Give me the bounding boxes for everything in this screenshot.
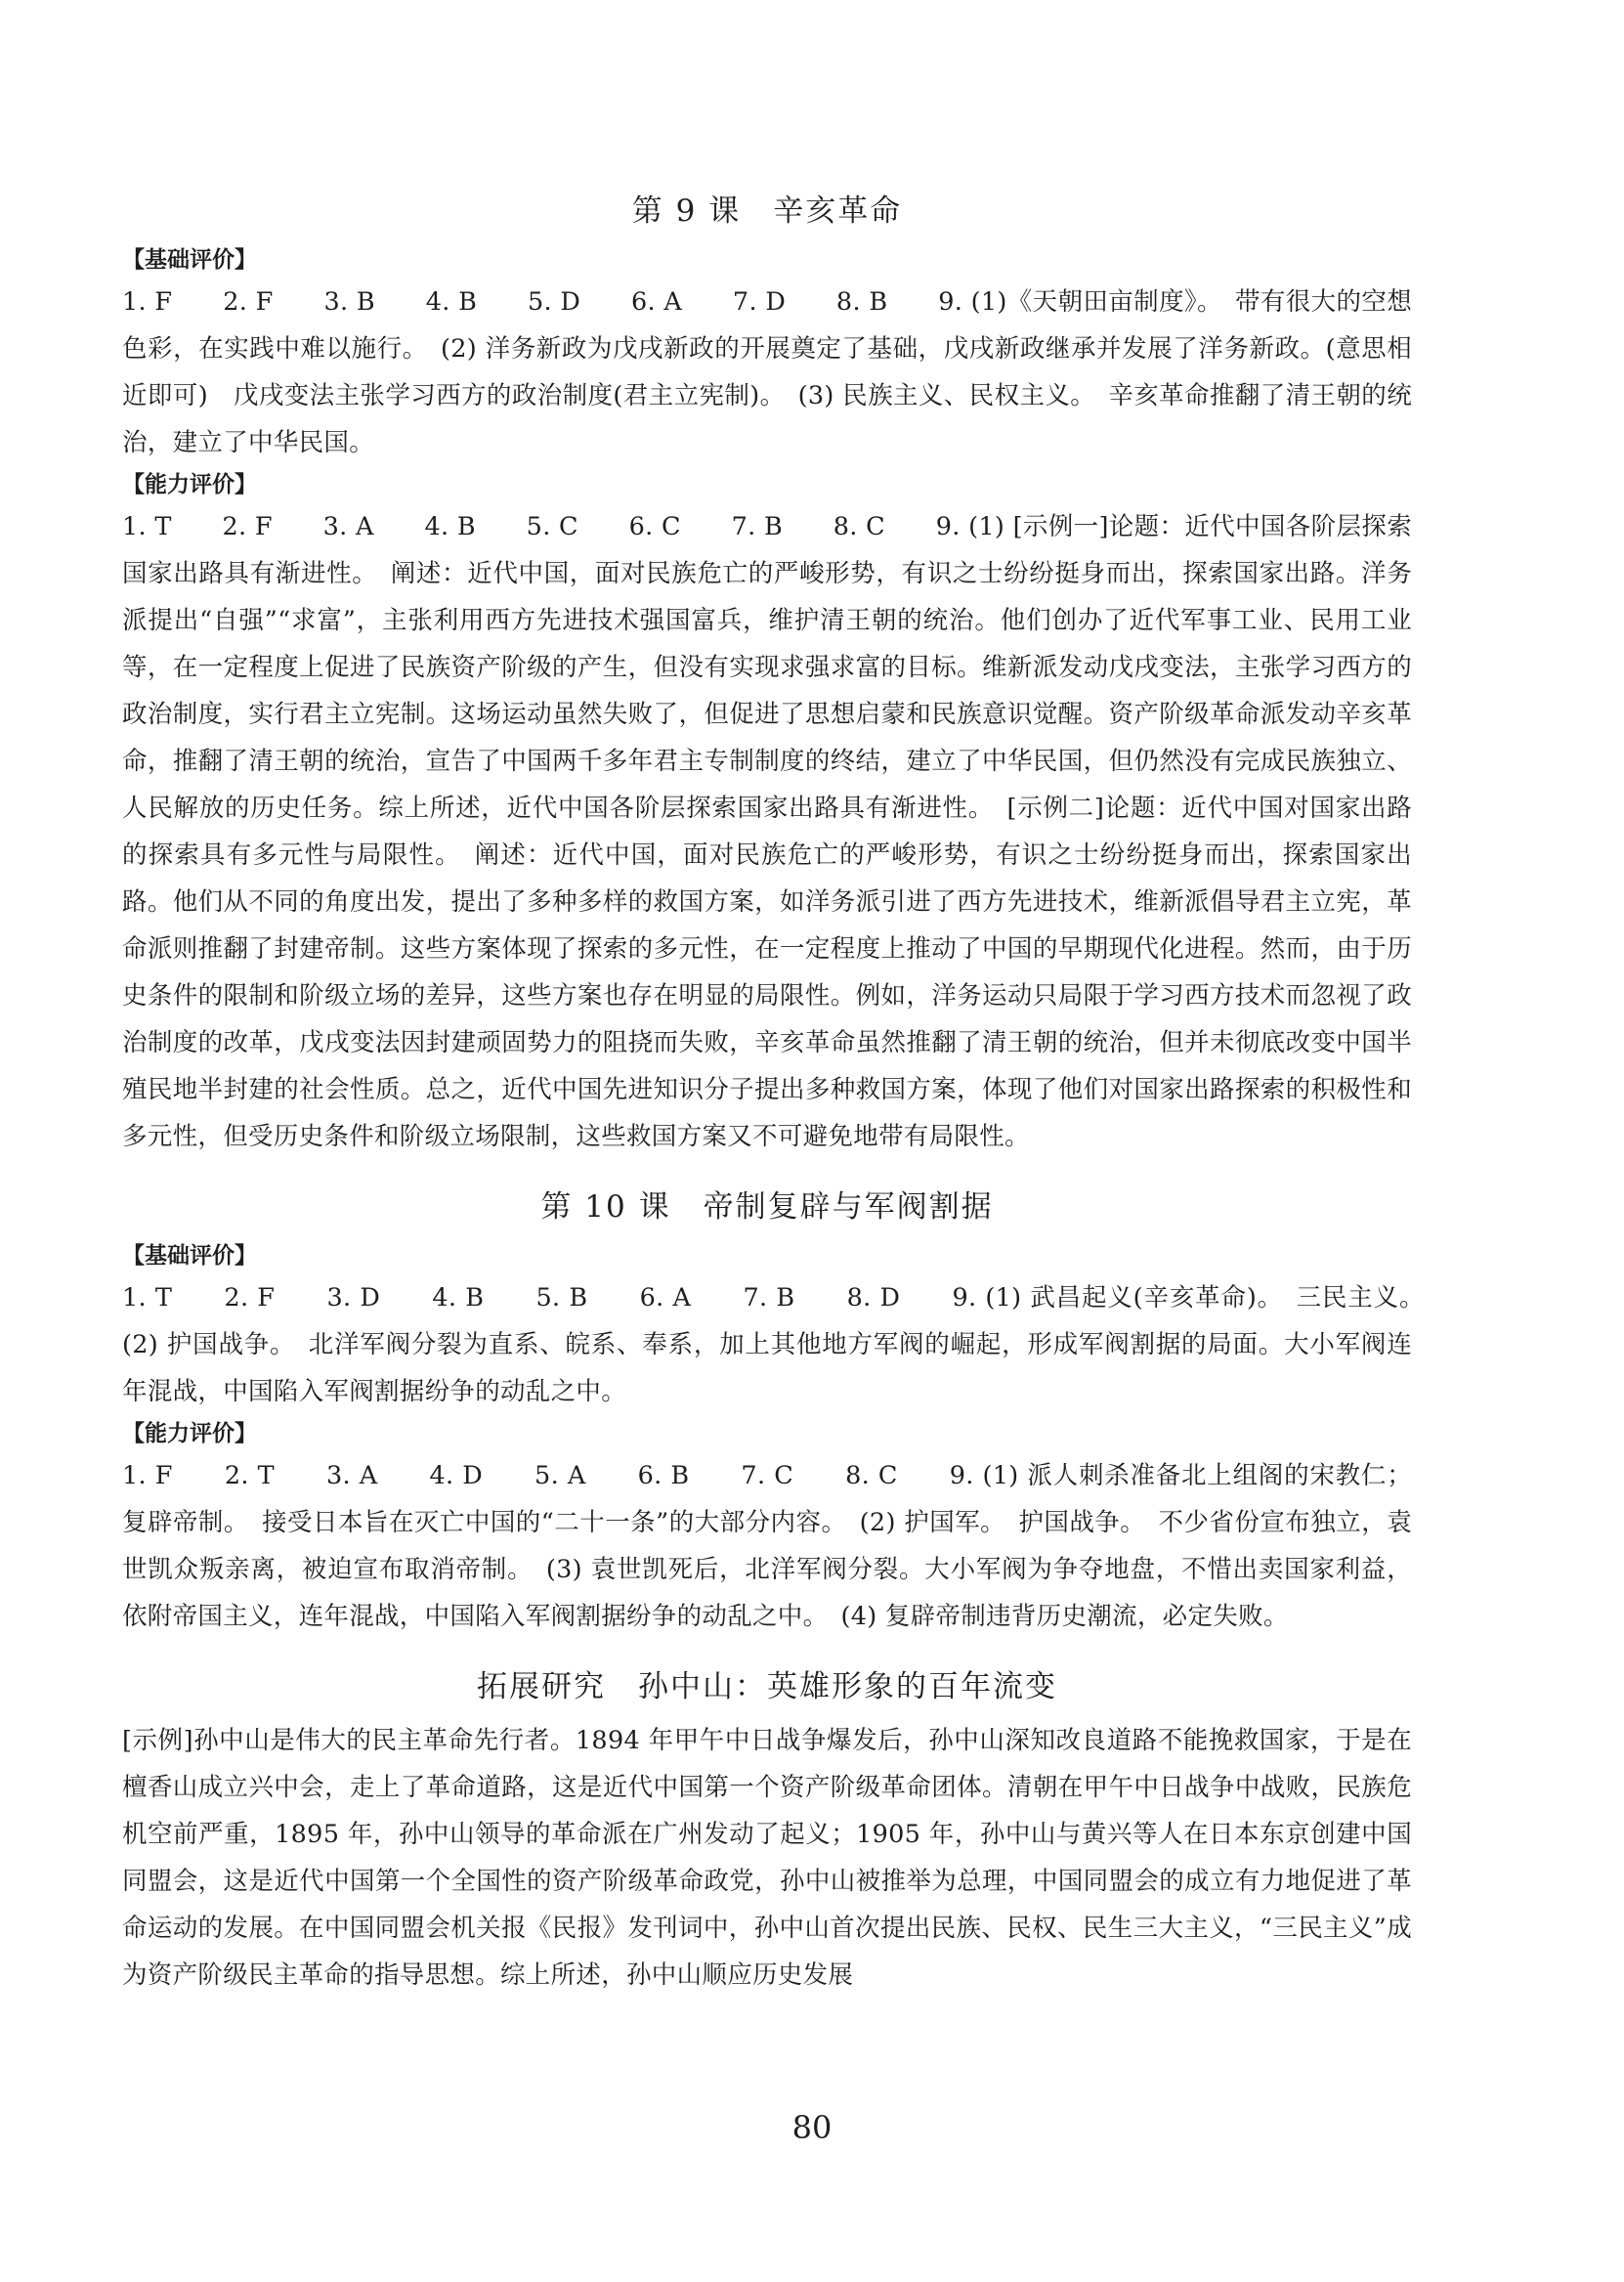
lesson-9-title: 第 9 课 辛亥革命 [631,194,903,229]
lesson-9-ability-label: 【能力评价】 [122,472,257,497]
lesson-10-ability-answers: 1. F 2. T 3. A 4. D 5. A 6. B 7. C 8. C 9. (1) 派人刺杀准备北上组阁的宋教仁；复辟帝制。 接受日本旨在灭亡中国的“二十一条”的大部分内容。 (2) 护国军。 护国战争。 不少省份宣布独立，袁世凯众叛亲离，被迫宣布取消帝制。 (3) 袁世凯死后，北洋军阀分裂。大小军阀为争夺地盘，不惜出卖国家利益，依附帝国主义，连年混战，中国陷入军阀割据纷争的动乱之中。 (4) 复辟帝制违背历史潮流，必定失败。 [122,1461,1412,1631]
extension-title: 拓展研究 孙中山：英雄形象的百年流变 [477,1669,1057,1704]
lesson-10-basic-label: 【基础评价】 [122,1243,257,1269]
section-spacer [122,1160,1412,1182]
page-number: 80 [791,2109,833,2146]
extension-text: [示例]孙中山是伟大的民主革命先行者。1894 年甲午中日战争爆发后，孙中山深知改良道路不能挽救国家，于是在檀香山成立兴中会，走上了革命道路，这是近代中国第一个资产阶级革命团体。清朝在甲午中日战争中战败，民族危机空前严重，1895 年，孙中山领导的革命派在广州发动了起义；1905 年，孙中山与黄兴等人在日本东京创建中国同盟会，这是近代中国第一个全国性的资产阶级革命政党，孙中山被推举为总理，中国同盟会的成立有力地促进了革命运动的发展。在中国同盟会机关报《民报》发刊词中，孙中山首次提出民族、民权、民生三大主义，“三民主义”成为资产阶级民主革命的指导思想。综上所述，孙中山顺应历史发展 [122,1726,1412,1990]
lesson-9-basic-label: 【基础评价】 [122,247,257,273]
answer-page [122,186,1437,1999]
lesson-10-basic-answers: 1. T 2. F 3. D 4. B 5. B 6. A 7. B 8. D 9. (1) 武昌起义(辛亥革命)。 三民主义。 (2) 护国战争。 北洋军阀分裂为直系、皖系、奉系，加上其他地方军阀的崛起，形成军阀割据的局面。大小军阀连年混战，中国陷入军阀割据纷争的动乱之中。 [122,1283,1437,1406]
lesson-9-basic-answers: 1. F 2. F 3. B 4. B 5. D 6. A 7. D 8. B 9. (1)《天朝田亩制度》。 带有很大的空想色彩，在实践中难以施行。 (2) 洋务新政为戊戌新政的开展奠定了基础，戊戌新政继承并发展了洋务新政。(意思相近即可) 戊戌变法主张学习西方的政治制度(君主立宪制)。 (3) 民族主义、民权主义。 辛亥革命推翻了清王朝的统治，建立了中华民国。 [122,287,1412,457]
lesson-10-ability-label: 【能力评价】 [122,1421,257,1446]
lesson-9-ability-answers: 1. T 2. F 3. A 4. B 5. C 6. C 7. B 8. C 9. (1) [示例一]论题：近代中国各阶层探索国家出路具有渐进性。 阐述：近代中国，面对民族危亡的严峻形势，有识之士纷纷挺身而出，探索国家出路。洋务派提出“自强”“求富”，主张利用西方先进技术强国富兵，维护清王朝的统治。他们创办了近代军事工业、民用工业等，在一定程度上促进了民族资产阶级的产生，但没有实现求强求富的目标。维新派发动戊戌变法，主张学习西方的政治制度，实行君主立宪制。这场运动虽然失败了，但促进了思想启蒙和民族意识觉醒。资产阶级革命派发动辛亥革命，推翻了清王朝的统治，宣告了中国两千多年君主专制制度的终结，建立了中华民国，但仍然没有完成民族独立、人民解放的历史任务。综上所述，近代中国各阶层探索国家出路具有渐进性。 [示例二]论题：近代中国对国家出路的探索具有多元性与局限性。 阐述：近代中国，面对民族危亡的严峻形势，有识之士纷纷挺身而出，探索国家出路。他们从不同的角度出发，提出了多种多样的救国方案，如洋务派引进了西方先进技术，维新派倡导君主立宪，革命派则推翻了封建帝制。这些方案体现了探索的多元性，在一定程度上推动了中国的早期现代化进程。然而，由于历史条件的限制和阶级立场的差异，这些方案也存在明显的局限性。例如，洋务运动只局限于学习西方技术而忽视了政治制度的改革，戊戌变法因封建顽固势力的阻挠而失败，辛亥革命虽然推翻了清王朝的统治，但并未彻底改变中国半殖民地半封建的社会性质。总之，近代中国先进知识分子提出多种救国方案，体现了他们对国家出路探索的积极性和多元性，但受历史条件和阶级立场限制，这些救国方案又不可避免地带有局限性。 [122,512,1412,1151]
lesson-10-title: 第 10 课 帝制复辟与军阀割据 [540,1189,994,1225]
section-spacer [122,1640,1412,1661]
